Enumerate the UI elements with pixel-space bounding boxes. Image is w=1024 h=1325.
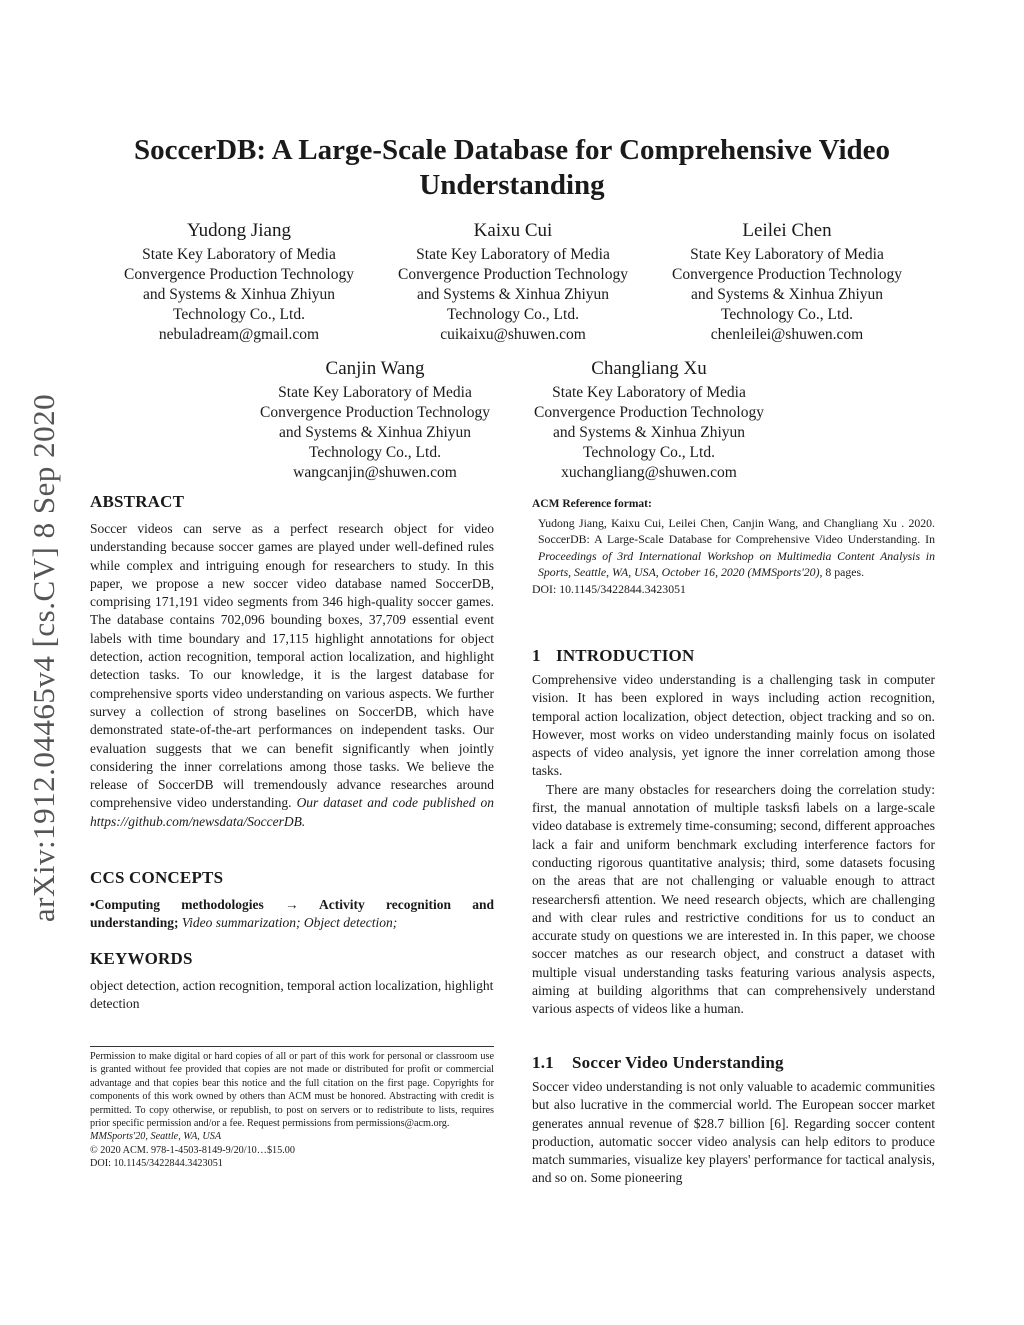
author-email: cuikaixu@shuwen.com [440,326,586,343]
author-affiliation: Convergence Production Technology [260,404,490,421]
ccs-section [90,868,494,932]
keywords-text: object detection, action recognition, temporal action localization, highlight detection [90,978,494,1012]
footnote-doi: DOI: 10.1145/3422844.3423051 [90,1158,223,1170]
ccs-concepts-text: •Computing methodologies → Activity recognition and understanding; Video summarization; Object detection; [90,897,494,930]
author-affiliation: State Key Laboratory of Media [690,246,884,263]
author-affiliation: State Key Laboratory of Media [142,246,336,263]
ccs-heading: CCS CONCEPTS [90,868,224,887]
soccer-video-understanding-section [532,1053,935,1188]
arxiv-identifier-text: arXiv:1912.04465v4 [cs.CV] 8 Sep 2020 [26,393,61,923]
acm-reference-label: ACM Reference format: [532,498,652,510]
introduction-heading: 1 INTRODUCTION [532,646,695,665]
author-block-5 [506,357,792,483]
author-affiliation: and Systems & Xinhua Zhiyun [416,286,610,303]
author-affiliation: and Systems & Xinhua Zhiyun [278,424,472,441]
subsection-paragraph-1: Soccer video understanding is not only valuable to academic communities but also lucrative in the commercial world. The European soccer market generates annual revenue of $28.7 billion [6]. Regarding soccer content production, automatic soccer video analysis can help editors to produce match summaries, visualize key players' performance for tactical analysis, and so on. Some pioneering [532,1079,935,1186]
keywords-section [90,949,494,1014]
footnote-divider [90,1046,494,1047]
paper-title: SoccerDB: A Large-Scale Database for Comprehensive Video Understanding [133,134,891,201]
author-block-2 [370,219,656,345]
subsection-heading: 1.1 Soccer Video Understanding [532,1053,784,1072]
acm-reference-doi: DOI: 10.1145/3422844.3423051 [532,581,686,596]
author-block-3 [644,219,930,345]
abstract-heading: ABSTRACT [90,492,185,511]
copyright-text: © 2020 ACM. 978-1-4503-8149-9/20/10…$15.00 [90,1144,295,1156]
author-email: chenleilei@shuwen.com [710,326,864,343]
author-email: xuchangliang@shuwen.com [561,464,737,481]
acm-reference-text: Yudong Jiang, Kaixu Cui, Leilei Chen, Canjin Wang, and Changliang Xu . 2020. SoccerDB: A Large-Scale Database for Comprehensive Video Understanding. In Proceedings of 3rd International Workshop on Multimedia Content Analysis in Sports, Seattle, WA, USA, October 16, 2020 (MMSports'20), 8 pages. [538,516,935,580]
author-email: wangcanjin@shuwen.com [293,464,457,481]
permission-footnote [90,1050,494,1171]
author-affiliation: and Systems & Xinhua Zhiyun [552,424,746,441]
abstract-dataset-link[interactable]: Our dataset and code published on https://github.com/newsdata/SoccerDB. [90,795,495,829]
author-name: Kaixu Cui [473,220,553,241]
author-name: Leilei Chen [742,220,832,241]
author-affiliation: and Systems & Xinhua Zhiyun [142,286,336,303]
author-affiliation: Technology Co., Ltd. [447,306,579,323]
author-affiliation: Technology Co., Ltd. [721,306,853,323]
author-block-1 [96,219,382,345]
author-affiliation: Convergence Production Technology [534,404,764,421]
author-affiliation: Technology Co., Ltd. [583,444,715,461]
author-affiliation: Convergence Production Technology [124,266,354,283]
author-name: Canjin Wang [325,358,425,379]
introduction-section [532,646,935,1019]
author-block-4 [232,357,518,483]
abstract-section [90,492,494,831]
permission-text: Permission to make digital or hard copies of all or part of this work for personal or classroom use is granted without fee provided that copies are not made or distributed for profit or commercial advantage and that copies bear this notice and the full citation on the first page. Copyrights for components of this work owned by others than ACM must be honored. Abstracting with credit is permitted. To copy otherwise, or republish, to post on servers or to redistribute to lists, requires prior specific permission and/or a fee. Request permissions from permissions@acm.org. [90,1051,494,1130]
author-affiliation: Technology Co., Ltd. [309,444,441,461]
venue-text: MMSports'20, Seattle, WA, USA [90,1131,222,1143]
author-affiliation: Convergence Production Technology [398,266,628,283]
arxiv-identifier [24,358,64,958]
introduction-paragraph-2: There are many obstacles for researchers doing the correlation study: first, the manual annotation of multiple tasksﬁ labels on a large-scale video database is extremely time-consuming; second, different approaches lack a fair and uniform benchmark excluding interference factors for conducting rigorous quantitative analysis; third, some datasets focusing on the areas that are not challenging or valuable enough to attract researchersﬁ attention. We need research objects, which are challenging and with clear rules and restrictive conditions for us to conduct an accurate study on questions we are interested in. In this paper, we choose soccer matches as our research object, and construct a dataset with multiple visual understanding tasks featuring various analysis aspects, aiming at building algorithms that can comprehensively understand various aspects of videos like a human. [532,781,935,1017]
author-affiliation: and Systems & Xinhua Zhiyun [690,286,884,303]
author-affiliation: Technology Co., Ltd. [173,306,305,323]
author-email: nebuladream@gmail.com [158,326,320,343]
author-affiliation: State Key Laboratory of Media [278,384,472,401]
abstract-text: Soccer videos can serve as a perfect research object for video understanding because soccer games are played under well-defined rules while complex and intriguing enough for researchers to study. In this paper, we propose a new soccer video database named SoccerDB, comprising 171,191 video segments from 346 high-quality soccer games. The database contains 702,096 bounding boxes, 37,709 essential event labels with time boundary and 17,115 highlight annotations for object detection, action recognition, temporal action localization, and highlight detection tasks. To our knowledge, it is the largest database for comprehensive sports video understanding on various aspects. We further survey a collection of strong baselines on SoccerDB, which have demonstrated state-of-the-art performances on independent tasks. Our evaluation suggests that we can benefit significantly when jointly considering the inner correlations among those tasks. We believe the release of SoccerDB will tremendously advance researches around comprehensive video understanding. Our dataset and code published on https://github.com/newsdata/SoccerDB. [90,521,495,829]
author-affiliation: Convergence Production Technology [672,266,902,283]
author-name: Changliang Xu [591,358,707,379]
author-affiliation: State Key Laboratory of Media [416,246,610,263]
introduction-paragraph-1: Comprehensive video understanding is a challenging task in computer vision. It has been explored in ways including action recognition, temporal action localization, object detection, object tracking and so on. However, most works on video understanding mainly focus on isolated aspects of video analysis, yet ignore the inner correlation among those tasks. [532,672,935,779]
author-name: Yudong Jiang [187,220,291,241]
author-affiliation: State Key Laboratory of Media [552,384,746,401]
acm-reference [532,497,935,597]
keywords-heading: KEYWORDS [90,949,193,968]
